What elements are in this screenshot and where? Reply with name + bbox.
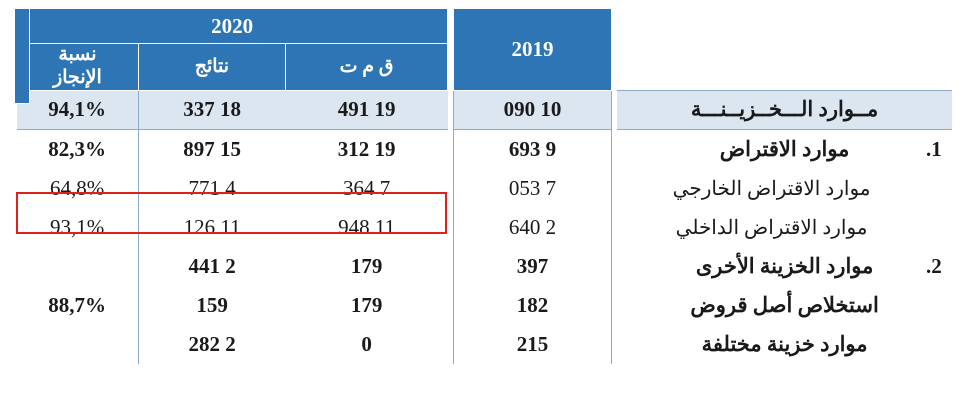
header-rate-line-1: نسبة: [58, 44, 97, 65]
row-value-results: 4 771: [188, 175, 236, 200]
header-completion-rate: [17, 44, 139, 91]
row-value-results: 2 282: [188, 331, 236, 356]
row-value-rate: [17, 325, 139, 364]
row-label-inner: [617, 137, 952, 162]
table-row: [17, 90, 953, 129]
row-value-results: 18 337: [138, 90, 285, 129]
header-row-top: [17, 9, 953, 44]
row-value-2019: 215: [454, 325, 611, 364]
table-header: [17, 9, 953, 91]
header-left-blue-strip: [14, 8, 30, 104]
row-gap-cell-2: [448, 169, 454, 208]
row-value-qmt: 19 491: [285, 90, 447, 129]
row-label-cell: [617, 129, 952, 169]
table-row: [17, 325, 953, 364]
row-label-cell: [617, 208, 952, 247]
row-gap-cell-2: [448, 129, 454, 169]
row-value-2019: 10 090: [454, 90, 611, 129]
row-value-qmt: 11 948: [338, 214, 396, 239]
row-gap-cell-2: [448, 90, 454, 129]
table-row: [17, 286, 953, 325]
header-label-spacer-2: [617, 44, 952, 91]
row-value-rate: 82,3%: [17, 129, 139, 169]
header-rate-line-2: الإنجاز: [53, 66, 102, 88]
row-label: استخلاص أصل قروض: [690, 292, 879, 317]
header-gap-spacer-1: [611, 9, 617, 44]
row-label-inner: [617, 254, 952, 279]
header-gap-spacer-3: [611, 44, 617, 91]
header-label-spacer: [617, 9, 952, 44]
row-label-cell: [617, 325, 952, 364]
row-index: 1.: [926, 136, 942, 161]
row-value-rate: 88,7%: [17, 286, 139, 325]
header-year-2019: 2019: [454, 9, 611, 91]
table-body: [17, 90, 953, 364]
row-label: موارد خزينة مختلفة: [701, 331, 868, 356]
row-label: موارد الاقتراض: [719, 136, 850, 161]
row-index: 2.: [926, 253, 942, 278]
row-label-inner: [617, 293, 952, 318]
table-row: [17, 129, 953, 169]
row-value-qmt: 179: [350, 253, 383, 278]
table-row: [17, 169, 953, 208]
row-value-rate: [17, 247, 139, 286]
row-gap-cell-2: [448, 286, 454, 325]
row-value-qmt: 179: [350, 292, 383, 317]
row-label-inner: [617, 97, 952, 122]
row-value-2019: 7 053: [454, 169, 611, 208]
row-value-rate: 94,1%: [17, 90, 139, 129]
row-label-cell: [617, 286, 952, 325]
row-value-2019: 2 640: [454, 208, 611, 247]
treasury-resources-table: [16, 8, 952, 364]
row-value-2019: 182: [454, 286, 611, 325]
header-results: نتائج: [138, 44, 285, 91]
header-year-2020: 2020: [17, 9, 448, 44]
row-label: موارد الخزينة الأخرى: [695, 253, 874, 278]
row-gap-cell-2: [448, 247, 454, 286]
row-label: موارد الاقتراض الخارجي: [672, 177, 871, 200]
row-value-qmt: 0: [361, 331, 372, 356]
row-value-2019: 9 693: [454, 129, 611, 169]
row-label-cell: [617, 169, 952, 208]
row-label-cell: [617, 90, 952, 129]
row-label-inner: [617, 215, 926, 240]
header-qmt: ق م ت: [285, 44, 447, 91]
row-label: موارد الاقتراض الداخلي: [675, 216, 868, 239]
row-value-rate: 64,8%: [17, 169, 139, 208]
row-gap-cell-2: [448, 325, 454, 364]
row-value-results: 159: [196, 292, 228, 317]
header-gap-spacer-2: [448, 9, 454, 44]
row-value-results: 15 897: [183, 136, 241, 161]
row-value-rate: 93,1%: [17, 208, 139, 247]
row-label: مــوارد الـــخــزيــنـــة: [690, 97, 879, 122]
row-value-qmt: 7 364: [342, 175, 391, 200]
table-row: [17, 247, 953, 286]
row-label-inner: [617, 176, 926, 201]
row-label-inner: [617, 332, 952, 357]
header-gap-spacer-4: [448, 44, 454, 91]
table-row: [17, 208, 953, 247]
row-value-results: 2 441: [188, 253, 236, 278]
row-value-2019: 397: [454, 247, 611, 286]
row-label-cell: [617, 247, 952, 286]
row-value-results: 11 126: [183, 214, 241, 239]
row-gap-cell-2: [448, 208, 454, 247]
row-value-qmt: 19 312: [337, 136, 396, 161]
